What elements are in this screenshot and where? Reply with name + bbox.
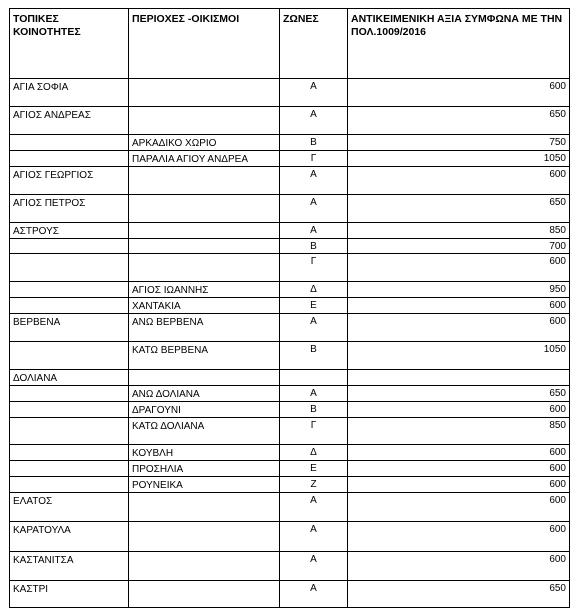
- settlement-cell: ΚΑΤΩ ΒΕΡΒΕΝΑ: [129, 342, 280, 370]
- community-cell: ΚΑΡΑΤΟΥΛΑ: [10, 522, 129, 552]
- zone-cell: Δ: [280, 282, 348, 298]
- table-row: [10, 461, 570, 477]
- zone-cell: Γ: [280, 151, 348, 167]
- table-row: [10, 254, 570, 282]
- settlement-cell: ΠΑΡΑΛΙΑ ΑΓΙΟΥ ΑΝΔΡΕΑ: [129, 151, 280, 167]
- table-row: [10, 581, 570, 608]
- settlement-cell: [129, 195, 280, 223]
- zone-cell: Δ: [280, 445, 348, 461]
- header-settlements: ΠΕΡΙΟΧΕΣ -ΟΙΚΙΣΜΟΙ: [129, 9, 280, 79]
- value-cell: 850: [348, 418, 570, 445]
- zone-cell: Α: [280, 107, 348, 135]
- community-cell: ΚΑΣΤΡΙ: [10, 581, 129, 608]
- table-row: [10, 493, 570, 522]
- value-cell: 600: [348, 314, 570, 342]
- settlement-cell: ΡΟΥΝΕΙΚΑ: [129, 477, 280, 493]
- zone-cell: Α: [280, 386, 348, 402]
- settlement-cell: ΧΑΝΤΑΚΙΑ: [129, 298, 280, 314]
- table-row: [10, 314, 570, 342]
- settlement-cell: ΑΝΩ ΒΕΡΒΕΝΑ: [129, 314, 280, 342]
- zone-cell: Α: [280, 195, 348, 223]
- table-row: [10, 107, 570, 135]
- zone-cell: Ε: [280, 298, 348, 314]
- settlement-cell: [129, 167, 280, 195]
- value-cell: 600: [348, 477, 570, 493]
- settlement-cell: [129, 223, 280, 239]
- zone-cell: Γ: [280, 418, 348, 445]
- header-zones: ΖΩΝΕΣ: [280, 9, 348, 79]
- value-cell: 600: [348, 298, 570, 314]
- settlement-cell: [129, 581, 280, 608]
- community-cell: ΕΛΑΤΟΣ: [10, 493, 129, 522]
- header-community: ΤΟΠΙΚΕΣ ΚΟΙΝΟΤΗΤΕΣ: [10, 9, 129, 79]
- community-cell: [10, 135, 129, 151]
- zone-cell: Α: [280, 314, 348, 342]
- table-row: [10, 79, 570, 107]
- zone-cell: Ζ: [280, 477, 348, 493]
- community-cell: [10, 418, 129, 445]
- community-cell: ΚΑΣΤΑΝΙΤΣΑ: [10, 552, 129, 581]
- header-value: ΑΝΤΙΚΕΙΜΕΝΙΚΗ ΑΞΙΑ ΣΥΜΦΩΝΑ ΜΕ ΤΗΝ ΠΟΛ.1009/2016: [348, 9, 570, 79]
- header-row: [10, 9, 570, 79]
- community-cell: [10, 386, 129, 402]
- value-cell: 600: [348, 522, 570, 552]
- value-cell: 650: [348, 195, 570, 223]
- value-cell: 950: [348, 282, 570, 298]
- community-cell: [10, 239, 129, 254]
- settlement-cell: [129, 493, 280, 522]
- table-row: [10, 370, 570, 386]
- zone-cell: Γ: [280, 254, 348, 282]
- zone-cell: Α: [280, 493, 348, 522]
- table-row: [10, 418, 570, 445]
- value-cell: 650: [348, 386, 570, 402]
- value-cell: 600: [348, 461, 570, 477]
- table-row: [10, 239, 570, 254]
- settlement-cell: ΠΡΟΣΗΛΙΑ: [129, 461, 280, 477]
- table-row: [10, 402, 570, 418]
- community-cell: ΔΟΛΙΑΝΑ: [10, 370, 129, 386]
- table-row: [10, 342, 570, 370]
- community-cell: [10, 477, 129, 493]
- table-row: [10, 445, 570, 461]
- community-cell: ΑΣΤΡΟΥΣ: [10, 223, 129, 239]
- community-cell: [10, 445, 129, 461]
- value-cell: 600: [348, 167, 570, 195]
- zone-cell: Α: [280, 522, 348, 552]
- value-cell: 1050: [348, 151, 570, 167]
- community-cell: ΑΓΙΟΣ ΓΕΩΡΓΙΟΣ: [10, 167, 129, 195]
- community-cell: [10, 298, 129, 314]
- table-body: [10, 79, 570, 608]
- zone-cell: Ε: [280, 461, 348, 477]
- community-cell: ΑΓΙΟΣ ΑΝΔΡΕΑΣ: [10, 107, 129, 135]
- value-cell: 1050: [348, 342, 570, 370]
- zone-cell: Α: [280, 167, 348, 195]
- settlement-cell: ΑΝΩ ΔΟΛΙΑΝΑ: [129, 386, 280, 402]
- value-cell: 650: [348, 107, 570, 135]
- table-row: [10, 151, 570, 167]
- zone-cell: Β: [280, 239, 348, 254]
- table-row: [10, 298, 570, 314]
- table-row: [10, 223, 570, 239]
- settlement-cell: [129, 254, 280, 282]
- zone-cell: [280, 370, 348, 386]
- value-cell: 700: [348, 239, 570, 254]
- settlement-cell: [129, 552, 280, 581]
- table-row: [10, 167, 570, 195]
- community-cell: ΑΓΙΟΣ ΠΕΤΡΟΣ: [10, 195, 129, 223]
- community-cell: ΒΕΡΒΕΝΑ: [10, 314, 129, 342]
- community-cell: ΑΓΙΑ ΣΟΦΙΑ: [10, 79, 129, 107]
- value-cell: 600: [348, 445, 570, 461]
- settlement-cell: [129, 107, 280, 135]
- settlement-cell: ΚΟΥΒΛΗ: [129, 445, 280, 461]
- settlement-cell: ΑΡΚΑΔΙΚΟ ΧΩΡΙΟ: [129, 135, 280, 151]
- table-row: [10, 522, 570, 552]
- table-row: [10, 135, 570, 151]
- zone-cell: Α: [280, 552, 348, 581]
- settlement-cell: ΑΓΙΟΣ ΙΩΑΝΝΗΣ: [129, 282, 280, 298]
- zone-cell: Β: [280, 135, 348, 151]
- value-cell: 600: [348, 79, 570, 107]
- community-cell: [10, 342, 129, 370]
- community-cell: [10, 254, 129, 282]
- settlement-cell: [129, 370, 280, 386]
- settlement-cell: [129, 522, 280, 552]
- zone-cell: Α: [280, 581, 348, 608]
- property-values-table: [9, 8, 570, 608]
- table-row: [10, 477, 570, 493]
- settlement-cell: ΚΑΤΩ ΔΟΛΙΑΝΑ: [129, 418, 280, 445]
- community-cell: [10, 282, 129, 298]
- value-cell: 650: [348, 581, 570, 608]
- table-row: [10, 386, 570, 402]
- zone-cell: Β: [280, 342, 348, 370]
- settlement-cell: [129, 239, 280, 254]
- value-cell: 600: [348, 402, 570, 418]
- zone-cell: Α: [280, 223, 348, 239]
- zone-cell: Α: [280, 79, 348, 107]
- table-row: [10, 552, 570, 581]
- value-cell: 600: [348, 493, 570, 522]
- table-row: [10, 282, 570, 298]
- community-cell: [10, 151, 129, 167]
- value-cell: 850: [348, 223, 570, 239]
- value-cell: 600: [348, 552, 570, 581]
- zone-cell: Β: [280, 402, 348, 418]
- table-row: [10, 195, 570, 223]
- value-cell: 600: [348, 254, 570, 282]
- community-cell: [10, 461, 129, 477]
- value-cell: 750: [348, 135, 570, 151]
- settlement-cell: ΔΡΑΓΟΥΝΙ: [129, 402, 280, 418]
- community-cell: [10, 402, 129, 418]
- value-cell: [348, 370, 570, 386]
- settlement-cell: [129, 79, 280, 107]
